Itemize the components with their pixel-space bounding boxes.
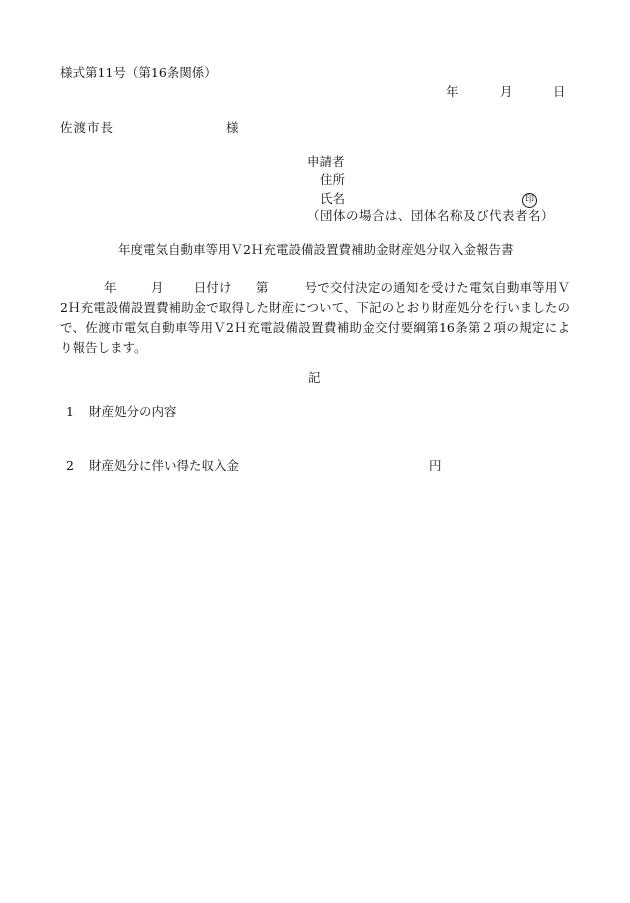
body-dai: 第 bbox=[255, 280, 269, 295]
item-1-number: 1 bbox=[66, 404, 74, 419]
applicant-name-label: 氏名 bbox=[320, 191, 346, 206]
item-2-number: 2 bbox=[66, 458, 74, 473]
recipient-name: 佐渡市長 bbox=[60, 120, 115, 135]
body-year: 年 bbox=[104, 280, 117, 295]
body-text: 号で交付決定の通知を受けた電気自動車等用Ｖ2Ｈ充電設備設置費補助金で取得した財産について、下記のとおり財産処分を行いましたので、佐渡市電気自動車等用Ｖ2Ｈ充電設備設置費補助金交付要綱第16条第２項の規定により報告します。 bbox=[60, 280, 570, 355]
body-paragraph bbox=[60, 278, 570, 358]
date-month: 月 bbox=[500, 84, 513, 99]
document-title: 年度電気自動車等用Ｖ2Ｈ充電設備設置費補助金財産処分収入金報告書 bbox=[118, 242, 514, 257]
ki-heading: 記 bbox=[308, 370, 321, 385]
date-day: 日 bbox=[553, 84, 566, 99]
date-year: 年 bbox=[446, 84, 459, 99]
applicant-label: 申請者 bbox=[307, 154, 345, 169]
body-dated: 日付け bbox=[193, 280, 232, 295]
applicant-note: （団体の場合は、団体名称及び代表者名） bbox=[307, 208, 555, 223]
item-2-label: 財産処分に伴い得た収入金 bbox=[89, 458, 240, 473]
applicant-address-label: 住所 bbox=[320, 172, 346, 187]
seal-mark: 印 bbox=[522, 193, 537, 208]
item-1-label: 財産処分の内容 bbox=[89, 404, 177, 419]
body-month: 月 bbox=[150, 280, 164, 295]
recipient-honorific: 様 bbox=[226, 120, 239, 135]
item-2-unit: 円 bbox=[429, 458, 442, 473]
form-number: 様式第11号（第16条関係） bbox=[60, 65, 217, 80]
